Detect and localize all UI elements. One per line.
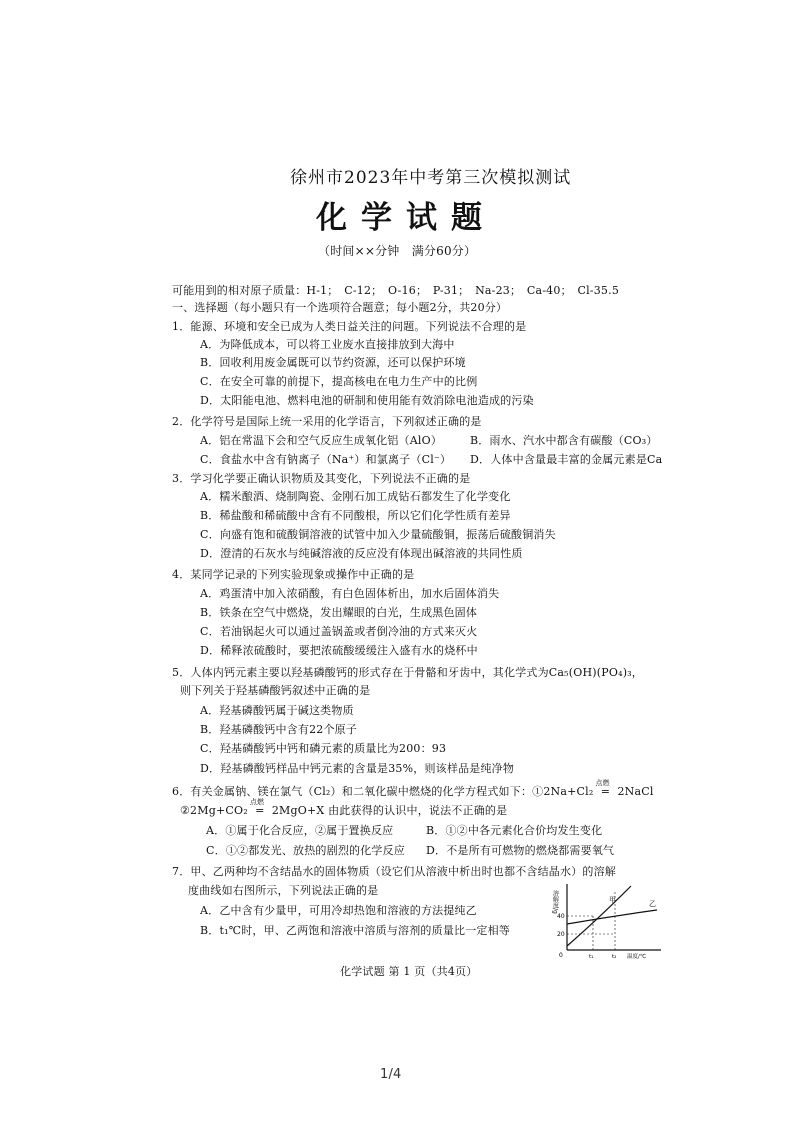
equation-1-condition: 点燃 [595,779,610,787]
equation-2-reactants: ②2Mg+CO₂ [180,804,248,817]
question-4-option-c: C．若油锅起火可以通过盖锅盖或者倒冷油的方式来灭火 [200,625,478,638]
question-6-stem-continued [180,798,508,818]
question-4-option-b: B．铁条在空气中燃烧，发出耀眼的白光，生成黑色固体 [200,606,478,619]
curve-label-jia: 甲 [609,896,616,904]
question-6-option-a: A．①属于化合反应，②属于置换反应 [206,824,394,837]
question-5-option-b: B．羟基磷酸钙中含有22个原子 [200,723,358,736]
question-7-option-b: B．t₁℃时，甲、乙两饱和溶液中溶质与溶剂的质量比一定相等 [200,924,511,937]
page-counter: 1/4 [380,1067,402,1082]
question-4-option-d: D．稀释浓硫酸时，要把浓硫酸缓缓注入盛有水的烧杯中 [200,644,478,657]
x-tick-t1: t₁ [589,954,594,960]
y-tick-20: 20 [557,931,565,938]
question-5-option-d: D．羟基磷酸钙样品中钙元素的含量是35%，则该样品是纯净物 [200,762,515,775]
y-axis-label: 溶解度/g [551,890,559,914]
exam-title: 徐州市2023年中考第三次模拟测试 [290,168,572,188]
question-3-option-a: A．糯米酿酒、烧制陶瓷、金刚石加工成钻石都发生了化学变化 [200,490,511,503]
subject-title: 化学试题 [316,200,496,236]
question-2-option-d: D．人体中含量最丰富的金属元素是Ca [470,453,663,466]
question-2-stem: 2．化学符号是国际上统一采用的化学语言，下列叙述正确的是 [172,415,482,428]
question-1-option-c: C．在安全可靠的前提下，提高核电在电力生产中的比例 [200,375,478,388]
origin-label: 0 [559,952,563,959]
curve-yi [567,910,657,924]
question-3-option-c: C．向盛有饱和硫酸铜溶液的试管中加入少量硫酸铜，振荡后硫酸铜消失 [200,528,556,541]
question-7-stem: 7．甲、乙两种均不含结晶水的固体物质（设它们从溶液中析出时也都不含结晶水）的溶解 [172,865,616,878]
question-3-option-d: D．澄清的石灰水与纯碱溶液的反应没有体现出碱溶液的共同性质 [200,547,523,560]
question-5-stem: 5．人体内钙元素主要以羟基磷酸钙的形式存在于骨骼和牙齿中，其化学式为Ca₅(OH)(PO₄)₃， [172,666,643,679]
page-footer: 化学试题 第 1 页（共4页） [340,965,478,978]
x-axis-label: 温度/℃ [627,954,647,960]
equation-2-products: 2MgO+X [271,804,325,817]
question-1-option-d: D．太阳能电池、燃料电池的研制和使用能有效消除电池造成的污染 [200,394,534,407]
equation-2-arrow [248,798,272,818]
section-heading: 一、选择题（每小题只有一个选项符合题意；每小题2分，共20分） [172,301,508,314]
equation-2-condition: 点燃 [249,798,265,806]
equals-sign: = [600,785,611,798]
question-3-option-b: B．稀盐酸和稀硫酸中含有不同酸根，所以它们化学性质有差异 [200,509,511,522]
solubility-graph [553,880,665,960]
question-6-stem-tail: 由此获得的认识中，说法不正确的是 [328,804,508,817]
question-1-stem: 1．能源、环境和安全已成为人类日益关注的问题。下列说法不合理的是 [172,320,527,333]
equation-1-arrow [593,779,617,799]
equation-1-product: 2NaCl [617,785,654,798]
question-4-stem: 4．某同学记录的下列实验现象或操作中正确的是 [172,568,415,581]
question-2-option-b: B．雨水、汽水中都含有碳酸（CO₃） [470,434,658,447]
question-2-option-a: A．铝在常温下会和空气反应生成氧化铝（AlO） [200,434,443,447]
question-6-option-d: D．不是所有可燃物的燃烧都需要氧气 [426,844,615,857]
time-score: （时间××分钟 满分60分） [318,244,477,258]
question-2-option-c: C．食盐水中含有钠离子（Na⁺）和氯离子（Cl⁻） [200,453,452,466]
question-5-option-c: C．羟基磷酸钙中钙和磷元素的质量比为200：93 [200,742,447,755]
question-5-stem-continued: 则下列关于羟基磷酸钙叙述中正确的是 [180,684,371,697]
atomic-masses: 可能用到的相对原子质量：H-1； C-12； O-16； P-31； Na-23； Ca-40； Cl-35.5 [172,284,620,297]
question-1-option-a: A．为降低成本，可以将工业废水直接排放到大海中 [200,338,455,351]
question-3-stem: 3．学习化学要正确认识物质及其变化，下列说法不正确的是 [172,472,471,485]
question-4-option-a: A．鸡蛋清中加入浓硝酸，有白色固体析出，加水后固体消失 [200,587,500,600]
question-7-stem-continued: 度曲线如右图所示，下列说法正确的是 [188,884,379,897]
equals-sign: = [255,804,265,817]
question-1-option-b: B．回收利用废金属既可以节约资源，还可以保护环境 [200,356,466,369]
question-5-option-a: A．羟基磷酸钙属于碱这类物质 [200,704,354,717]
y-tick-40: 40 [557,913,565,920]
question-6-stem-text: 6．有关金属钠、镁在氯气（Cl₂）和二氧化碳中燃烧的化学方程式如下：①2Na+Cl₂ [172,785,594,798]
x-tick-t2: t₂ [612,954,617,960]
question-7-option-a: A．乙中含有少量甲，可用冷却热饱和溶液的方法提纯乙 [200,904,477,917]
curve-label-yi: 乙 [649,900,656,908]
question-6-option-b: B．①②中各元素化合价均发生变化 [426,824,603,837]
question-6-stem [172,779,654,799]
question-6-option-c: C．①②都发光、放热的剧烈的化学反应 [206,844,406,857]
